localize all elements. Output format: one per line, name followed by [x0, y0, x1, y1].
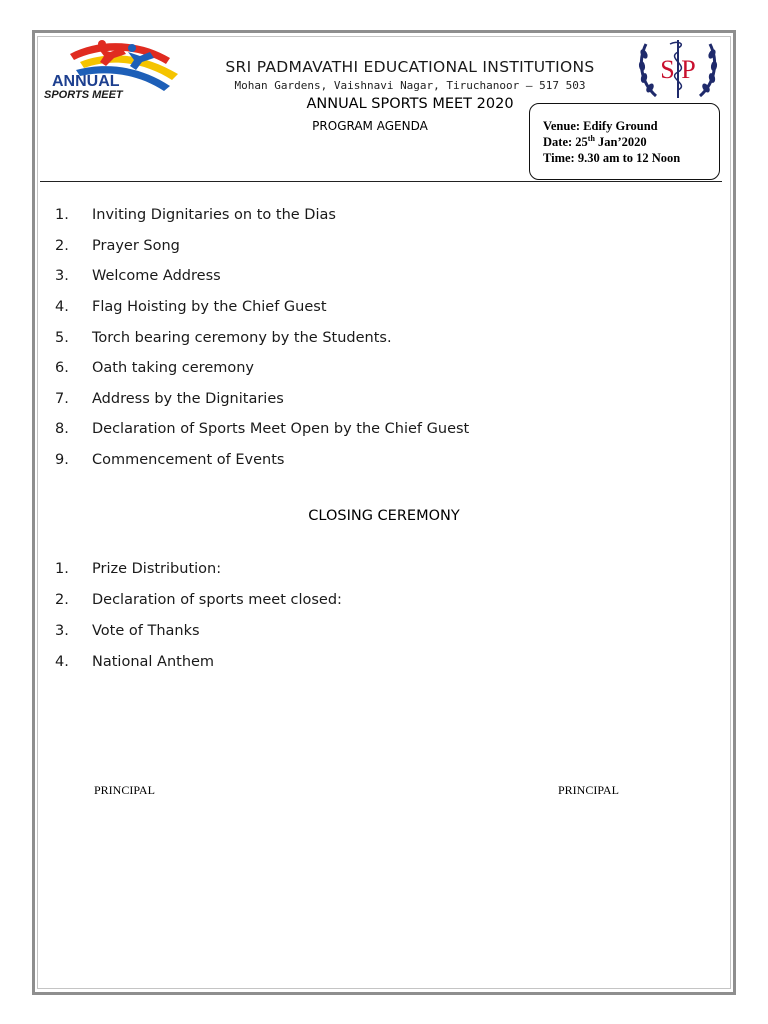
agenda-item-number: 3. [55, 268, 69, 285]
venue-line: Venue: Edify Ground [543, 119, 658, 133]
agenda-item [55, 261, 469, 292]
closing-item-number: 1. [55, 560, 69, 577]
crest-letters: S P [660, 55, 696, 84]
closing-item [55, 646, 342, 677]
agenda-item-text: Commencement of Events [92, 452, 285, 469]
closing-item-text: Prize Distribution: [92, 560, 222, 577]
date-prefix: Date: 25 [543, 135, 588, 149]
agenda-item-text: Address by the Dignitaries [92, 390, 284, 407]
agenda-item-text: Inviting Dignitaries on to the Dias [92, 207, 336, 224]
annual-sports-meet-logo [40, 36, 182, 104]
agenda-item [55, 445, 469, 476]
closing-ceremony-list [55, 553, 342, 677]
agenda-item-number: 1. [55, 207, 69, 224]
agenda-item-text: Oath taking ceremony [92, 360, 255, 377]
agenda-item-text: Declaration of Sports Meet Open by the Chief Guest [92, 421, 470, 438]
agenda-item [55, 292, 469, 323]
agenda-item-number: 2. [55, 237, 69, 254]
agenda-item-text: Flag Hoisting by the Chief Guest [92, 299, 327, 316]
closing-item [55, 584, 342, 615]
event-title: ANNUAL SPORTS MEET 2020 [306, 96, 514, 112]
agenda-item [55, 200, 469, 231]
institution-name: SRI PADMAVATHI EDUCATIONAL INSTITUTIONS [225, 58, 595, 76]
logo-annual-text: ANNUAL [52, 73, 120, 90]
venue-details-box [529, 103, 720, 180]
closing-item-number: 4. [55, 653, 69, 670]
agenda-item-text: Prayer Song [92, 237, 180, 254]
agenda-item [55, 414, 469, 445]
closing-item-text: Vote of Thanks [92, 622, 200, 639]
closing-item [55, 615, 342, 646]
principal-signature-right: PRINCIPAL [558, 783, 619, 797]
agenda-item-number: 9. [55, 452, 69, 469]
agenda-item-text: Welcome Address [92, 268, 221, 285]
agenda-item [55, 231, 469, 262]
program-agenda-title: PROGRAM AGENDA [312, 119, 428, 133]
institution-address: Mohan Gardens, Vaishnavi Nagar, Tiruchanoor – 517 503 [234, 79, 586, 92]
closing-item [55, 553, 342, 584]
agenda-item-number: 4. [55, 299, 69, 316]
agenda-item-number: 6. [55, 360, 69, 377]
agenda-item-number: 5. [55, 329, 69, 346]
agenda-item-text: Torch bearing ceremony by the Students. [92, 329, 392, 346]
time-line: Time: 9.30 am to 12 Noon [543, 151, 681, 165]
agenda-item [55, 384, 469, 415]
closing-item-text: National Anthem [92, 653, 215, 670]
closing-item-text: Declaration of sports meet closed: [92, 591, 342, 608]
program-agenda-list [55, 200, 469, 475]
header-divider [40, 181, 722, 182]
date-superscript: th [587, 133, 595, 143]
closing-item-number: 2. [55, 591, 69, 608]
agenda-item [55, 353, 469, 384]
agenda-item [55, 322, 469, 353]
principal-signature-left: PRINCIPAL [94, 783, 155, 797]
closing-item-number: 3. [55, 622, 69, 639]
logo-sports-meet-text: SPORTS MEET [44, 89, 123, 101]
sp-crest-logo [636, 36, 720, 102]
agenda-item-number: 8. [55, 421, 69, 438]
date-suffix: Jan’2020 [594, 135, 647, 149]
closing-ceremony-title: CLOSING CEREMONY [308, 508, 460, 524]
date-line [543, 134, 719, 150]
agenda-item-number: 7. [55, 390, 69, 407]
